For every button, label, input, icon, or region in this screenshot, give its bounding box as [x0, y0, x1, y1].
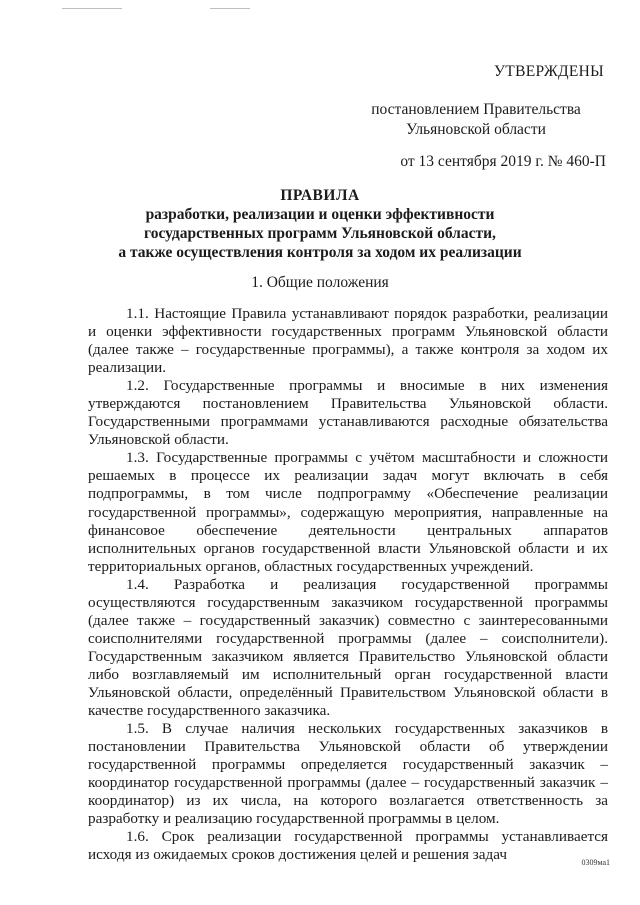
approval-authority-line: Ульяновской области [406, 121, 546, 138]
document-title-block [60, 186, 580, 262]
paragraph: 1.3. Государственные программы с учётом масштабности и сложности решаемых в процессе их реализации задач могут включать в себя подпрограммы, в том числе подпрограмму «Обеспечение реализации государственной программы», содержащую мероприятия, направленные на финансовое обеспечение деятельности центральных аппаратов исполнительных органов государственной власти Ульяновской области и их территориальных органов, областных государственных учреждений. [88, 449, 608, 575]
section-heading: 1. Общие положения [251, 274, 389, 291]
scan-artifact [210, 8, 250, 9]
scan-artifact [62, 8, 122, 9]
approval-date: от 13 сентября 2019 г. № 460-П [400, 153, 606, 170]
document-title: ПРАВИЛА [280, 187, 360, 204]
document-subtitle-line: государственных программ Ульяновской области, [144, 225, 496, 242]
paragraph: 1.4. Разработка и реализация государственной программы осуществляются государственным заказчиком государственной программы (далее также – государственный заказчик) совместно с заинтересованными соисполнителями государственной программы (далее – соисполнители). Государственным заказчиком является Правительство Ульяновской области либо возглавляемый им исполнительный орган государственной власти Ульяновской области, определённый Правительством Ульяновской области в качестве государственного заказчика. [88, 575, 608, 720]
approval-title: УТВЕРЖДЕНЫ [494, 63, 604, 80]
document-subtitle-line: разработки, реализации и оценки эффективности [145, 206, 495, 223]
document-code: 0309ма1 [581, 858, 610, 867]
paragraph: 1.1. Настоящие Правила устанавливают порядок разработки, реализации и оценки эффективности государственных программ Ульяновской области (далее также – государственные программы), а также контроля за ходом их реализации. [88, 305, 608, 377]
document-body [88, 305, 608, 864]
paragraph: 1.2. Государственные программы и вносимые в них изменения утверждаются постановлением Правительства Ульяновской области. Государственными программами устанавливаются расходные обязательства Ульяновской области. [88, 377, 608, 449]
approval-authority-line: постановлением Правительства [371, 101, 581, 118]
paragraph: 1.6. Срок реализации государственной программы устанавливается исходя из ожидаемых сроков достижения целей и решения задач [88, 828, 608, 864]
paragraph: 1.5. В случае наличия нескольких государственных заказчиков в постановлении Правительства Ульяновской области об утверждении государственной программы определяется государственный заказчик – координатор государственной программы (далее – государственный заказчик – координатор) из их числа, на которого возлагается ответственность за разработку и реализацию государственной программы в целом. [88, 720, 608, 828]
approval-authority [346, 100, 606, 140]
document-subtitle-line: а также осуществления контроля за ходом их реализации [118, 244, 522, 261]
